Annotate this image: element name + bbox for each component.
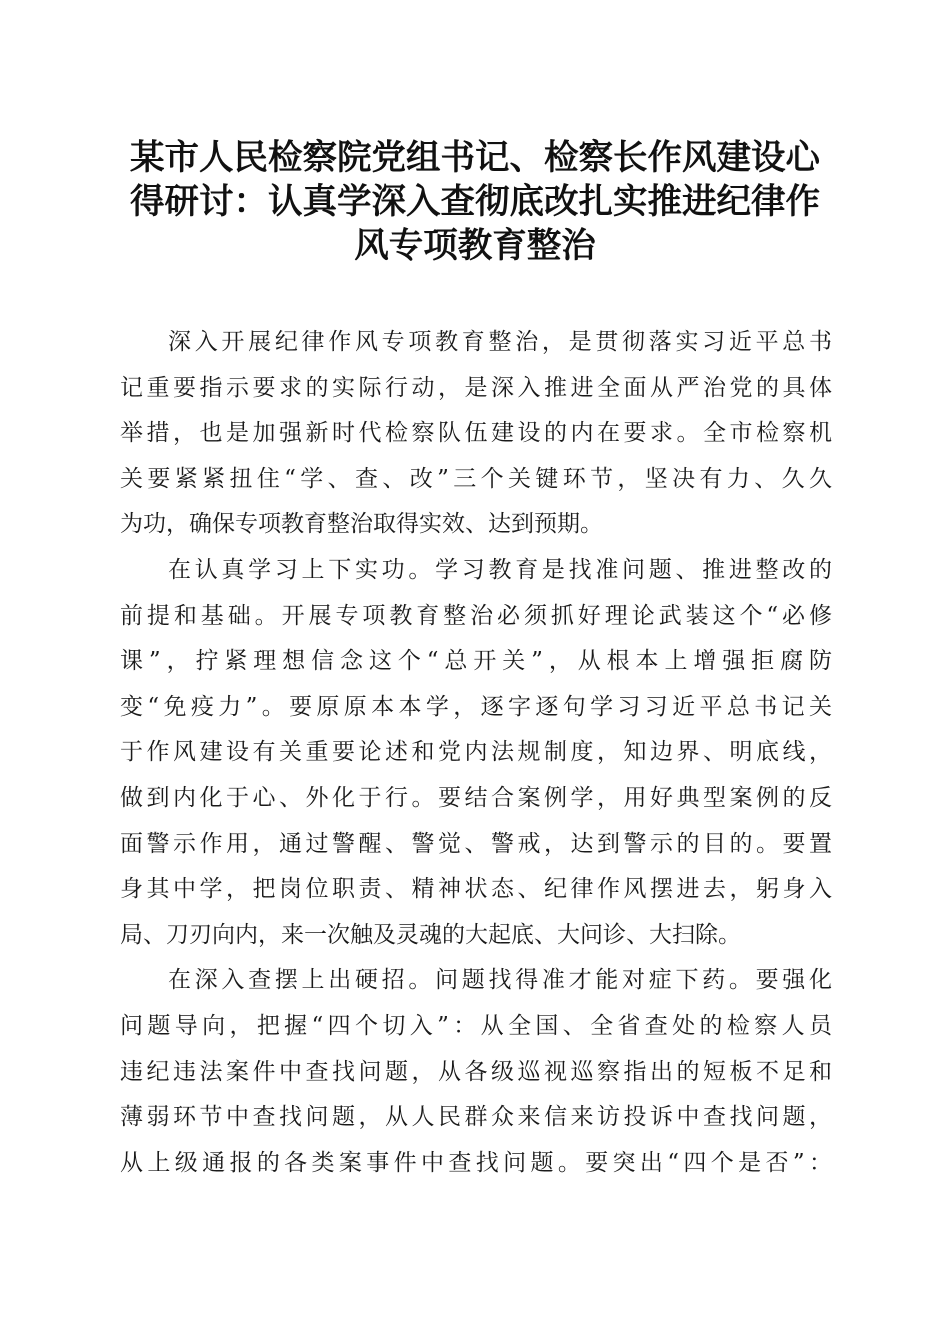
text-line: 从上级通报的各类案事件中查找问题。要突出“四个是否”： bbox=[120, 1149, 832, 1176]
document-title bbox=[110, 136, 840, 268]
text-line: 于作风建设有关重要论述和党内法规制度，知边界、明底线， bbox=[120, 739, 832, 766]
paragraph-intro bbox=[120, 320, 832, 548]
text-line: 面警示作用，通过警醒、警觉、警戒，达到警示的目的。要置 bbox=[120, 830, 832, 857]
text-line: 记重要指示要求的实际行动，是深入推进全面从严治党的具体 bbox=[120, 374, 832, 401]
text-line: 举措，也是加强新时代检察队伍建设的内在要求。全市检察机 bbox=[120, 420, 832, 447]
title-line: 风专项教育整治 bbox=[354, 226, 596, 266]
text-line: 局、刀刃向内，来一次触及灵魂的大起底、大问诊、大扫除。 bbox=[120, 921, 741, 948]
text-line: 薄弱环节中查找问题，从人民群众来信来访投诉中查找问题， bbox=[120, 1104, 832, 1131]
text-line: 深入开展纪律作风专项教育整治，是贯彻落实习近平总书 bbox=[168, 329, 832, 355]
text-line: 问题导向，把握“四个切入”：从全国、全省查处的检察人员 bbox=[120, 1012, 832, 1039]
paragraph-study bbox=[120, 548, 832, 958]
text-line: 为功，确保专项教育整治取得实效、达到预期。 bbox=[120, 511, 603, 538]
text-line: 违纪违法案件中查找问题，从各级巡视巡察指出的短板不足和 bbox=[120, 1058, 832, 1085]
text-line: 做到内化于心、外化于行。要结合案例学，用好典型案例的反 bbox=[120, 784, 832, 811]
title-line: 得研讨：认真学深入查彻底改扎实推进纪律作 bbox=[130, 182, 820, 222]
text-line: 前提和基础。开展专项教育整治必须抓好理论武装这个“必修 bbox=[120, 602, 832, 629]
text-line: 变“免疫力”。要原原本本学，逐字逐句学习习近平总书记关 bbox=[120, 693, 832, 720]
document-body bbox=[120, 320, 832, 1186]
title-line: 某市人民检察院党组书记、检察长作风建设心 bbox=[130, 138, 820, 178]
text-line: 在认真学习上下实功。学习教育是找准问题、推进整改的 bbox=[168, 556, 832, 583]
text-line: 课”，拧紧理想信念这个“总开关”，从根本上增强拒腐防 bbox=[120, 648, 832, 675]
text-line: 在深入查摆上出硬招。问题找得准才能对症下药。要强化 bbox=[168, 967, 832, 994]
paragraph-investigate bbox=[120, 958, 832, 1186]
text-line: 身其中学，把岗位职责、精神状态、纪律作风摆进去，躬身入 bbox=[120, 876, 832, 903]
text-line: 关要紧紧扭住“学、查、改”三个关键环节，坚决有力、久久 bbox=[120, 465, 832, 492]
